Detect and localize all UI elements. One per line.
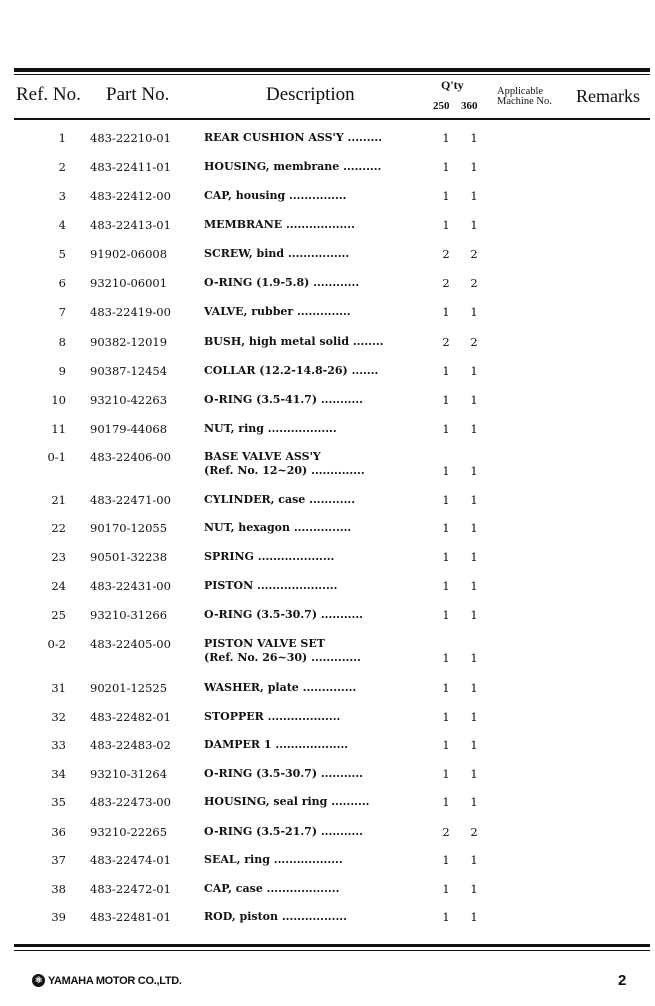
- qty-360-cell: 1: [470, 738, 478, 752]
- description-cell: O-RING (3.5-21.7) ...........: [204, 825, 363, 838]
- qty-250-cell: 1: [442, 738, 450, 752]
- qty-360-cell: 1: [470, 305, 478, 319]
- qty-250-cell: 1: [442, 131, 450, 145]
- part-no-cell: 90501-32238: [90, 550, 168, 564]
- ref-no-cell: 9: [58, 364, 66, 378]
- description-cell: SEAL, ring ..................: [204, 853, 343, 866]
- part-no-cell: 483-22412-00: [90, 189, 171, 203]
- qty-250-cell: 1: [442, 521, 450, 535]
- part-no-cell: 483-22483-02: [90, 738, 171, 752]
- header-remarks: Remarks: [576, 86, 640, 106]
- qty-250-cell: 1: [442, 710, 450, 724]
- qty-360-cell: 1: [470, 710, 478, 724]
- description-cell: BASE VALVE ASS'Y: [204, 450, 321, 463]
- part-no-cell: 483-22481-01: [90, 910, 171, 924]
- qty-360-cell: 2: [470, 247, 478, 261]
- ref-no-cell: 25: [51, 608, 66, 622]
- qty-250-cell: 1: [442, 681, 450, 695]
- qty-360-cell: 1: [470, 853, 478, 867]
- qty-360-cell: 1: [470, 493, 478, 507]
- ref-no-cell: 11: [51, 422, 66, 436]
- ref-no-cell: 8: [58, 335, 66, 349]
- description-cell: HOUSING, seal ring ..........: [204, 795, 370, 808]
- part-no-cell: 483-22210-01: [90, 131, 171, 145]
- ref-no-cell: 24: [51, 579, 66, 593]
- ref-no-cell: 1: [58, 131, 66, 145]
- ref-no-cell: 2: [58, 160, 66, 174]
- qty-250-cell: 1: [442, 464, 450, 478]
- description-cell: NUT, hexagon ...............: [204, 521, 352, 534]
- description-cell: O-RING (3.5-30.7) ...........: [204, 767, 363, 780]
- description-cell: VALVE, rubber ..............: [204, 305, 351, 318]
- qty-250-cell: 1: [442, 364, 450, 378]
- header-rule: [14, 118, 650, 120]
- part-no-cell: 93210-06001: [90, 276, 168, 290]
- qty-360-cell: 2: [470, 825, 478, 839]
- ref-no-cell: 35: [51, 795, 66, 809]
- description-cell: STOPPER ...................: [204, 710, 341, 723]
- description-cell: MEMBRANE ..................: [204, 218, 355, 231]
- qty-250-cell: 1: [442, 305, 450, 319]
- qty-250-cell: 1: [442, 160, 450, 174]
- part-no-cell: 90201-12525: [90, 681, 168, 695]
- header-part-no: Part No.: [106, 84, 170, 105]
- part-no-cell: 90179-44068: [90, 422, 168, 436]
- qty-360-cell: 1: [470, 189, 478, 203]
- ref-no-cell: 39: [51, 910, 66, 924]
- part-no-cell: 483-22431-00: [90, 579, 171, 593]
- description-cell: WASHER, plate ..............: [204, 681, 357, 694]
- part-no-cell: 483-22413-01: [90, 218, 171, 232]
- description-cell: O-RING (3.5-30.7) ...........: [204, 608, 363, 621]
- qty-250-cell: 1: [442, 882, 450, 896]
- qty-360-cell: 1: [470, 550, 478, 564]
- description-cell: SCREW, bind ................: [204, 247, 350, 260]
- company-name: YAMAHA MOTOR CO.,LTD.: [48, 974, 182, 987]
- part-no-cell: 483-22474-01: [90, 853, 171, 867]
- description-cell: DAMPER 1 ...................: [204, 738, 349, 751]
- part-no-cell: 93210-31266: [90, 608, 168, 622]
- part-no-cell: 483-22411-01: [90, 160, 171, 174]
- qty-360-cell: 1: [470, 579, 478, 593]
- qty-360-cell: 1: [470, 795, 478, 809]
- qty-250-cell: 1: [442, 550, 450, 564]
- description-cell: NUT, ring ..................: [204, 422, 337, 435]
- description-cell: PISTON VALVE SET: [204, 637, 325, 650]
- ref-no-cell: 3: [58, 189, 66, 203]
- qty-250-cell: 1: [442, 189, 450, 203]
- qty-360-cell: 1: [470, 767, 478, 781]
- ref-no-cell: 22: [51, 521, 66, 535]
- ref-no-cell: 0-2: [47, 637, 66, 651]
- part-no-cell: 483-22406-00: [90, 450, 171, 464]
- yamaha-tuning-fork-icon: ⚛: [32, 974, 45, 987]
- qty-360-cell: 1: [470, 681, 478, 695]
- part-no-cell: 90170-12055: [90, 521, 168, 535]
- qty-360-cell: 1: [470, 464, 478, 478]
- header-qty: Q'ty: [441, 78, 464, 92]
- description-cell: REAR CUSHION ASS'Y .........: [204, 131, 383, 144]
- ref-no-cell: 31: [51, 681, 66, 695]
- part-no-cell: 483-22471-00: [90, 493, 171, 507]
- description-cell: BUSH, high metal solid ........: [204, 335, 384, 348]
- qty-250-cell: 1: [442, 651, 450, 665]
- part-no-cell: 483-22473-00: [90, 795, 171, 809]
- description-cell: CAP, case ...................: [204, 882, 340, 895]
- qty-250-cell: 1: [442, 422, 450, 436]
- qty-360-cell: 2: [470, 276, 478, 290]
- qty-360-cell: 1: [470, 882, 478, 896]
- qty-250-cell: 1: [442, 767, 450, 781]
- description-cell: O-RING (3.5-41.7) ...........: [204, 393, 363, 406]
- qty-360-cell: 2: [470, 335, 478, 349]
- qty-360-cell: 1: [470, 131, 478, 145]
- qty-250-cell: 2: [442, 825, 450, 839]
- part-no-cell: 483-22419-00: [90, 305, 171, 319]
- ref-no-cell: 32: [51, 710, 66, 724]
- ref-no-cell: 37: [51, 853, 66, 867]
- qty-360-cell: 1: [470, 608, 478, 622]
- description-cell: O-RING (1.9-5.8) ............: [204, 276, 360, 289]
- description-cell: CAP, housing ...............: [204, 189, 347, 202]
- part-no-cell: 90387-12454: [90, 364, 168, 378]
- part-no-cell: 93210-31264: [90, 767, 168, 781]
- qty-250-cell: 1: [442, 579, 450, 593]
- ref-no-cell: 4: [58, 218, 66, 232]
- ref-no-cell: 38: [51, 882, 66, 896]
- header-qty-360: 360: [461, 100, 478, 112]
- qty-360-cell: 1: [470, 521, 478, 535]
- top-rule-thick: [14, 68, 650, 72]
- description-subline-cell: (Ref. No. 26~30) .............: [204, 651, 361, 664]
- qty-360-cell: 1: [470, 160, 478, 174]
- qty-360-cell: 1: [470, 364, 478, 378]
- header-description: Description: [266, 84, 355, 105]
- ref-no-cell: 33: [51, 738, 66, 752]
- qty-360-cell: 1: [470, 218, 478, 232]
- ref-no-cell: 36: [51, 825, 66, 839]
- ref-no-cell: 10: [51, 393, 66, 407]
- qty-250-cell: 1: [442, 493, 450, 507]
- qty-250-cell: 1: [442, 795, 450, 809]
- ref-no-cell: 23: [51, 550, 66, 564]
- qty-360-cell: 1: [470, 422, 478, 436]
- qty-250-cell: 1: [442, 393, 450, 407]
- top-rule-thin: [14, 74, 650, 75]
- header-qty-250: 250: [433, 100, 450, 112]
- part-no-cell: 90382-12019: [90, 335, 168, 349]
- description-cell: ROD, piston .................: [204, 910, 347, 923]
- qty-360-cell: 1: [470, 651, 478, 665]
- description-cell: COLLAR (12.2-14.8-26) .......: [204, 364, 379, 377]
- qty-250-cell: 2: [442, 276, 450, 290]
- qty-250-cell: 1: [442, 608, 450, 622]
- ref-no-cell: 5: [58, 247, 66, 261]
- bottom-rule-thin: [14, 950, 650, 951]
- qty-250-cell: 1: [442, 853, 450, 867]
- part-no-cell: 91902-06008: [90, 247, 168, 261]
- qty-250-cell: 2: [442, 247, 450, 261]
- bottom-rule-thick: [14, 944, 650, 947]
- company-logo: [32, 974, 182, 987]
- ref-no-cell: 7: [58, 305, 66, 319]
- description-cell: HOUSING, membrane ..........: [204, 160, 382, 173]
- part-no-cell: 93210-42263: [90, 393, 168, 407]
- qty-250-cell: 1: [442, 218, 450, 232]
- part-no-cell: 93210-22265: [90, 825, 168, 839]
- description-cell: SPRING ....................: [204, 550, 335, 563]
- ref-no-cell: 34: [51, 767, 66, 781]
- description-subline-cell: (Ref. No. 12~20) ..............: [204, 464, 365, 477]
- description-cell: CYLINDER, case ............: [204, 493, 356, 506]
- qty-250-cell: 1: [442, 910, 450, 924]
- qty-250-cell: 2: [442, 335, 450, 349]
- header-ref-no: Ref. No.: [16, 84, 81, 105]
- header-applicable-machine: Applicable Machine No.: [497, 86, 552, 107]
- page-number: 2: [618, 972, 627, 989]
- qty-360-cell: 1: [470, 910, 478, 924]
- part-no-cell: 483-22405-00: [90, 637, 171, 651]
- part-no-cell: 483-22482-01: [90, 710, 171, 724]
- part-no-cell: 483-22472-01: [90, 882, 171, 896]
- qty-360-cell: 1: [470, 393, 478, 407]
- description-cell: PISTON .....................: [204, 579, 338, 592]
- ref-no-cell: 0-1: [47, 450, 66, 464]
- ref-no-cell: 21: [51, 493, 66, 507]
- ref-no-cell: 6: [58, 276, 66, 290]
